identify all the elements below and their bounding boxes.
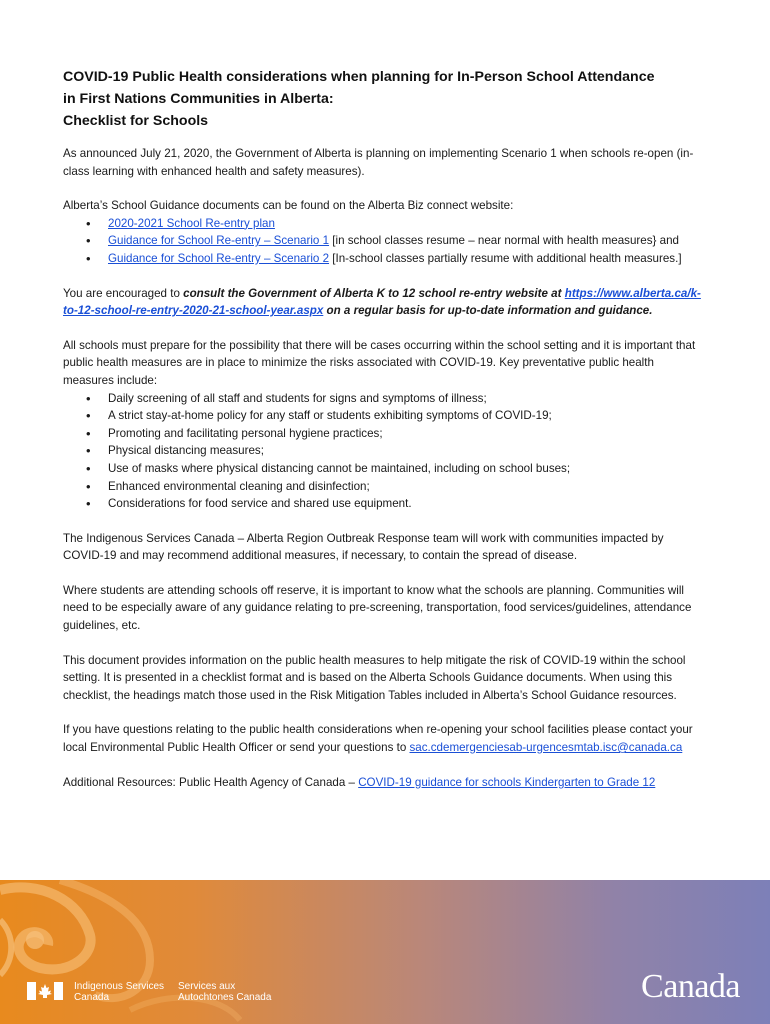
list-item	[63, 215, 703, 233]
questions-text: If you have questions relating to the public health considerations when re-opening your school facilities please contact your local Environmental Public Health Officer or send your questions to	[63, 723, 693, 755]
off-reserve-paragraph: Where students are attending schools off reserve, it is important to know what the schools are planning. Communities will need to be especially aware of any guidance relating to pre-screening, transportation, food services/guidelines, attendance guidelines, etc.	[63, 583, 692, 633]
guidance-lead: Alberta’s School Guidance documents can be found on the Alberta Biz connect website:	[63, 199, 514, 213]
measure-item: • A strict stay-at-home policy for any staff or students exhibiting symptoms of COVID-19;	[63, 407, 703, 425]
list-item	[63, 232, 703, 250]
resources-paragraph	[63, 774, 703, 792]
questions-paragraph	[63, 721, 703, 756]
dept-fr-line-2: Autochtones Canada	[178, 992, 272, 1003]
canada-flag-icon	[27, 982, 63, 1000]
measures-list	[63, 390, 703, 513]
school-reentry-plan-link[interactable]: 2020-2021 School Re-entry plan	[108, 216, 275, 230]
alberta-reentry-url-link[interactable]: https://www.alberta.ca/k-to-12-school-re-entry-2020-21-school-year.aspx	[63, 286, 701, 318]
contact-email-link[interactable]: sac.cdemergenciesab-urgencesmtab.isc@canada.ca	[409, 741, 683, 755]
scenario-2-link[interactable]: Guidance for School Re-entry – Scenario 2	[108, 251, 330, 265]
dept-en-line-2: Canada	[74, 992, 110, 1003]
measure-item: • Promoting and facilitating personal hygiene practices;	[63, 425, 703, 443]
encourage-prefix: You are encouraged to	[63, 286, 184, 300]
measure-item: • Considerations for food service and shared use equipment.	[63, 495, 703, 513]
guidance-list	[63, 215, 703, 268]
measure-item: • Use of masks where physical distancing cannot be maintained, including on school buses;	[63, 460, 703, 478]
measure-item: • Daily screening of all staff and students for signs and symptoms of illness;	[63, 390, 703, 408]
title-line-1: COVID-19 Public Health considerations when planning for In-Person School Attendance	[63, 69, 655, 85]
document-title	[63, 66, 703, 132]
measure-item: • Physical distancing measures;	[63, 442, 703, 460]
document-info-paragraph: This document provides information on the public health measures to help mitigate the risk of COVID-19 within the school setting. It is presented in a checklist format and is based on the Alberta Schools Guidance documents. When using this checklist, the headings match those used in the Risk Mitigation Tables included in Alberta’s School Guidance resources.	[63, 653, 686, 702]
dept-fr-line-1: Services aux	[178, 981, 236, 992]
document-body	[63, 66, 703, 791]
department-name-french	[178, 981, 271, 1003]
phac-guidance-link[interactable]: COVID-19 guidance for schools Kindergarten to Grade 12	[358, 775, 656, 789]
encourage-paragraph	[63, 285, 703, 320]
list-item	[63, 250, 703, 268]
dept-en-line-1: Indigenous Services	[74, 981, 165, 992]
list-item-text: [In-school classes partially resume with additional health measures.]	[329, 251, 682, 265]
footer-banner	[0, 880, 770, 1024]
measure-item: • Enhanced environmental cleaning and disinfection;	[63, 478, 703, 496]
resources-text: Additional Resources: Public Health Agency of Canada –	[63, 775, 359, 789]
encourage-emphasis: consult the Government of Alberta K to 12 school re-entry website at	[183, 286, 562, 300]
canada-wordmark: Canada	[641, 968, 740, 1005]
list-item-text: [in school classes resume – near normal with health measures} and	[329, 234, 679, 248]
intro-paragraph: As announced July 21, 2020, the Government of Alberta is planning on implementing Scenario 1 when schools re-open (in-class learning with enhanced health and safety measures).	[63, 147, 694, 178]
isc-paragraph: The Indigenous Services Canada – Alberta Region Outbreak Response team will work with communities impacted by COVID-19 and may recommend additional measures, if necessary, to contain the spread of disease.	[63, 531, 664, 563]
scenario-1-link[interactable]: Guidance for School Re-entry – Scenario 1	[108, 234, 330, 248]
title-line-3: Checklist for Schools	[63, 113, 209, 129]
encourage-emphasis-end: on a regular basis for up-to-date information and guidance.	[323, 304, 653, 318]
department-name-english	[74, 981, 164, 1003]
prepare-lead: All schools must prepare for the possibility that there will be cases occurring within the school setting and it is important that public health measures are in place to minimize the risks associated with COVID-19. Key preventative public health measures include:	[63, 338, 696, 387]
title-line-2: in First Nations Communities in Alberta:	[63, 91, 334, 107]
